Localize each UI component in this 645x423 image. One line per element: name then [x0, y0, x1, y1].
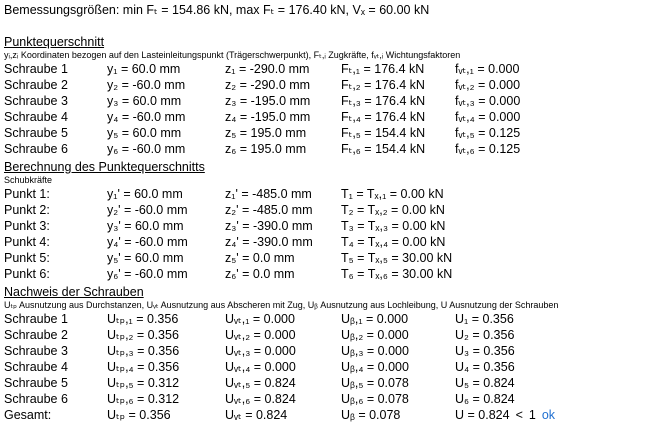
row-value: Uₜₚ,₂ = 0.356: [107, 328, 179, 342]
row-label: Schraube 6: [4, 142, 68, 156]
row-value: Uᵦ,₂ = 0.000: [341, 328, 409, 342]
table-row: [4, 375, 645, 391]
section-title-berechnung: Berechnung des Punktequerschnitts: [4, 160, 205, 174]
table-row: [4, 202, 645, 218]
row-value: y₅' = 60.0 mm: [107, 251, 184, 265]
row-value: y₂' = -60.0 mm: [107, 203, 188, 217]
row-value: Fₜ,₂ = 176.4 kN: [341, 78, 425, 92]
row-value: z₄' = -390.0 mm: [225, 235, 313, 249]
row-label: Punkt 5:: [4, 251, 50, 265]
row-value: T₁ = Tₓ,₁ = 0.00 kN: [341, 187, 444, 201]
row-value: T₅ = Tₓ,₅ = 30.00 kN: [341, 251, 453, 265]
row-value: z₆ = 195.0 mm: [225, 142, 307, 156]
table-row: [4, 93, 645, 109]
total-u: U = 0.824: [455, 408, 510, 422]
ok-status: ok: [541, 408, 556, 422]
row-label: Punkt 1:: [4, 187, 50, 201]
table-row: [4, 125, 645, 141]
row-value: Uᵦ,₆ = 0.078: [341, 392, 409, 406]
row-label: Schraube 4: [4, 110, 68, 124]
row-value: U₃ = 0.356: [455, 344, 515, 358]
row-value: fᵥₜ,₂ = 0.000: [455, 78, 521, 92]
row-label: Schraube 1: [4, 62, 68, 76]
total-utilization-row: [4, 407, 645, 423]
row-label: Schraube 6: [4, 392, 68, 406]
row-value: Fₜ,₅ = 154.4 kN: [341, 126, 426, 140]
row-value: y₂ = -60.0 mm: [107, 78, 186, 92]
point-shear-table: [4, 186, 645, 282]
limit-value: 1: [528, 408, 536, 422]
row-value: fᵥₜ,₃ = 0.000: [455, 94, 521, 108]
row-label: Punkt 4:: [4, 235, 50, 249]
total-utp: Uₜₚ = 0.356: [107, 408, 171, 422]
row-value: Fₜ,₄ = 176.4 kN: [341, 110, 426, 124]
row-value: y₆ = -60.0 mm: [107, 142, 186, 156]
row-value: Uₜₚ,₁ = 0.356: [107, 312, 179, 326]
row-value: y₁' = 60.0 mm: [107, 187, 183, 201]
table-row: [4, 218, 645, 234]
row-value: T₂ = Tₓ,₂ = 0.00 kN: [341, 203, 445, 217]
total-label: Gesamt:: [4, 408, 52, 422]
table-row: [4, 250, 645, 266]
row-label: Schraube 1: [4, 312, 68, 326]
table-row: [4, 186, 645, 202]
table-row: [4, 327, 645, 343]
row-value: z₁' = -485.0 mm: [225, 187, 312, 201]
row-value: fᵥₜ,₆ = 0.125: [455, 142, 521, 156]
row-value: y₁ = 60.0 mm: [107, 62, 181, 76]
row-value: Uₜₚ,₃ = 0.356: [107, 344, 180, 358]
row-value: Fₜ,₃ = 176.4 kN: [341, 94, 426, 108]
row-value: U₄ = 0.356: [455, 360, 515, 374]
row-value: Uᵥₜ,₅ = 0.824: [225, 376, 296, 390]
row-label: Punkt 3:: [4, 219, 50, 233]
row-value: Uₜₚ,₅ = 0.312: [107, 376, 180, 390]
row-value: z₅' = 0.0 mm: [225, 251, 295, 265]
row-value: Uᵥₜ,₁ = 0.000: [225, 312, 295, 326]
table-row: [4, 311, 645, 327]
row-value: Uₜₚ,₄ = 0.356: [107, 360, 180, 374]
section-note-punktequerschnitt: yᵢ,zᵢ Koordinaten bezogen auf den Lasteinleitungspunkt (Trägerschwerpunkt), Fₜ,ᵢ Zugkräfte, fᵥₜ,ᵢ Wichtungsfaktoren: [4, 50, 461, 60]
bolt-utilization-table: [4, 311, 645, 407]
row-value: fᵥₜ,₅ = 0.125: [455, 126, 521, 140]
section-title-punktequerschnitt: Punktequerschnitt: [4, 35, 105, 49]
row-value: T₄ = Tₓ,₄ = 0.00 kN: [341, 235, 446, 249]
table-row: [4, 77, 645, 93]
row-value: Uᵦ,₁ = 0.000: [341, 312, 409, 326]
row-value: Uᵥₜ,₂ = 0.000: [225, 328, 296, 342]
row-label: Punkt 2:: [4, 203, 50, 217]
row-value: Fₜ,₁ = 176.4 kN: [341, 62, 425, 76]
row-value: U₅ = 0.824: [455, 376, 515, 390]
row-value: y₃ = 60.0 mm: [107, 94, 182, 108]
row-value: z₆' = 0.0 mm: [225, 267, 295, 281]
row-value: y₄ = -60.0 mm: [107, 110, 186, 124]
row-value: Uₜₚ,₆ = 0.312: [107, 392, 180, 406]
row-value: y₅ = 60.0 mm: [107, 126, 182, 140]
row-value: Fₜ,₆ = 154.4 kN: [341, 142, 426, 156]
row-value: T₃ = Tₓ,₃ = 0.00 kN: [341, 219, 446, 233]
row-value: z₃ = -195.0 mm: [225, 94, 311, 108]
less-than-sign: <: [515, 408, 523, 422]
row-value: y₆' = -60.0 mm: [107, 267, 188, 281]
row-label: Schraube 5: [4, 376, 68, 390]
row-value: z₁ = -290.0 mm: [225, 62, 310, 76]
row-value: z₃' = -390.0 mm: [225, 219, 313, 233]
row-value: Uᵦ,₅ = 0.078: [341, 376, 409, 390]
section-title-nachweis: Nachweis der Schrauben: [4, 285, 144, 299]
section-note-schubkraefte: Schubkräfte: [4, 175, 53, 185]
row-label: Schraube 2: [4, 78, 68, 92]
row-value: fᵥₜ,₁ = 0.000: [455, 62, 520, 76]
table-row: [4, 109, 645, 125]
row-label: Punkt 6:: [4, 267, 50, 281]
total-u-check: [455, 407, 555, 423]
row-value: Uᵥₜ,₄ = 0.000: [225, 360, 296, 374]
row-value: z₄ = -195.0 mm: [225, 110, 311, 124]
row-value: T₆ = Tₓ,₆ = 30.00 kN: [341, 267, 453, 281]
table-row: [4, 343, 645, 359]
row-value: Uᵦ,₄ = 0.000: [341, 360, 409, 374]
row-value: Uᵦ,₃ = 0.000: [341, 344, 409, 358]
section-note-nachweis: Uₜₚ Ausnutzung aus Durchstanzen, Uᵥₜ Ausnutzung aus Abscheren mit Zug, Uᵦ Ausnutzung aus Lochleibung, U Ausnutzung der Schrauben: [4, 300, 559, 310]
design-values-summary: Bemessungsgrößen: min Fₜ = 154.86 kN, max Fₜ = 176.40 kN, Vₓ = 60.00 kN: [4, 3, 430, 17]
row-value: Uᵥₜ,₃ = 0.000: [225, 344, 296, 358]
row-label: Schraube 3: [4, 344, 68, 358]
row-label: Schraube 2: [4, 328, 68, 342]
row-value: U₁ = 0.356: [455, 312, 514, 326]
row-label: Schraube 3: [4, 94, 68, 108]
table-row: [4, 359, 645, 375]
row-label: Schraube 5: [4, 126, 68, 140]
total-ub: Uᵦ = 0.078: [341, 408, 401, 422]
row-value: z₅ = 195.0 mm: [225, 126, 307, 140]
table-row: [4, 141, 645, 157]
row-label: Schraube 4: [4, 360, 68, 374]
row-value: fᵥₜ,₄ = 0.000: [455, 110, 521, 124]
row-value: y₃' = 60.0 mm: [107, 219, 184, 233]
table-row: [4, 234, 645, 250]
row-value: z₂' = -485.0 mm: [225, 203, 313, 217]
table-row: [4, 61, 645, 77]
row-value: U₂ = 0.356: [455, 328, 515, 342]
row-value: U₆ = 0.824: [455, 392, 515, 406]
row-value: z₂ = -290.0 mm: [225, 78, 311, 92]
row-value: Uᵥₜ,₆ = 0.824: [225, 392, 296, 406]
table-row: [4, 266, 645, 282]
total-uvt: Uᵥₜ = 0.824: [225, 408, 288, 422]
bolt-coordinates-table: [4, 61, 645, 157]
row-value: y₄' = -60.0 mm: [107, 235, 188, 249]
